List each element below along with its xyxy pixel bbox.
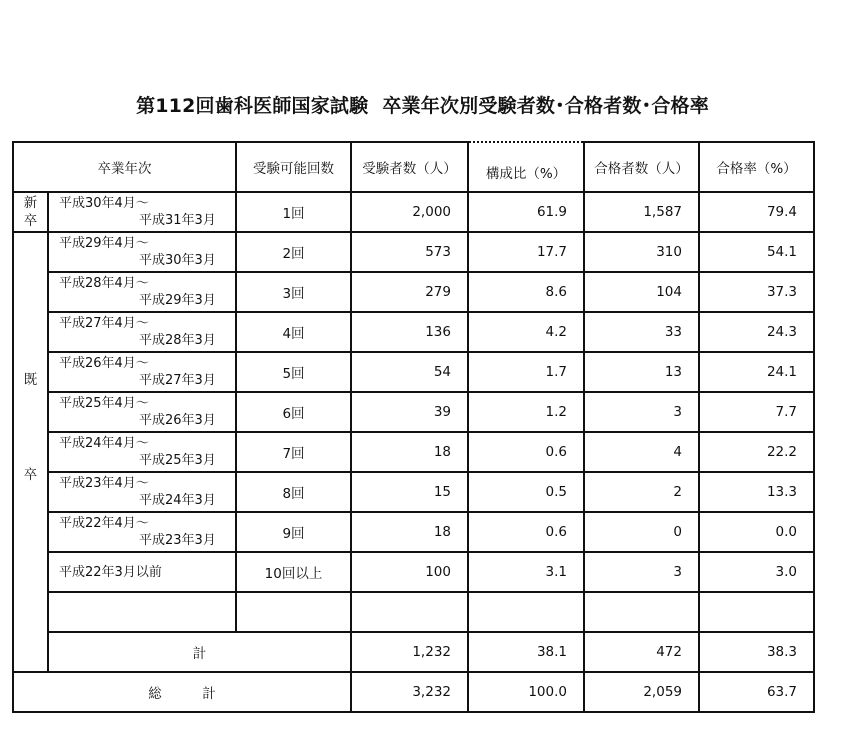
- composition-cell: 3.1: [468, 552, 584, 592]
- examinees-cell: 100: [351, 552, 468, 592]
- examinees-cell: 54: [351, 352, 468, 392]
- attempts-cell: 8回: [236, 472, 351, 512]
- period-cell: 平成28年4月～ 平成29年3月: [48, 272, 236, 312]
- composition-cell: [468, 592, 584, 632]
- passers-cell: 3: [584, 392, 699, 432]
- header-row: [13, 142, 814, 192]
- examinees-cell: 279: [351, 272, 468, 312]
- examinees-cell: 18: [351, 512, 468, 552]
- period-cell: 平成23年4月～ 平成24年3月: [48, 472, 236, 512]
- period-cell: 平成22年3月以前: [48, 552, 236, 592]
- attempts-cell: 4回: [236, 312, 351, 352]
- total-label: 総 計: [13, 672, 351, 712]
- subtotal-composition: 38.1: [468, 632, 584, 672]
- group-previous-grad: 既 卒: [13, 232, 48, 672]
- total-composition: 100.0: [468, 672, 584, 712]
- subtotal-pass-rate: 38.3: [699, 632, 814, 672]
- attempts-cell: 6回: [236, 392, 351, 432]
- table-row: [13, 472, 814, 512]
- header-passers: 合格者数（人）: [584, 142, 699, 192]
- period-cell: 平成26年4月～ 平成27年3月: [48, 352, 236, 392]
- composition-cell: 4.2: [468, 312, 584, 352]
- total-row: [13, 672, 814, 712]
- pass-rate-cell: 3.0: [699, 552, 814, 592]
- pass-rate-cell: 7.7: [699, 392, 814, 432]
- composition-cell: 1.2: [468, 392, 584, 432]
- group-new-grad: 新 卒: [13, 192, 48, 232]
- results-table: [12, 141, 815, 713]
- examinees-cell: 18: [351, 432, 468, 472]
- examinees-cell: 2,000: [351, 192, 468, 232]
- total-examinees: 3,232: [351, 672, 468, 712]
- table-row: [13, 552, 814, 592]
- attempts-cell: 9回: [236, 512, 351, 552]
- passers-cell: 104: [584, 272, 699, 312]
- pass-rate-cell: 54.1: [699, 232, 814, 272]
- title-exam: 第112回歯科医師国家試験: [136, 95, 369, 117]
- table-row: [13, 272, 814, 312]
- examinees-cell: 15: [351, 472, 468, 512]
- period-cell: 平成25年4月～ 平成26年3月: [48, 392, 236, 432]
- attempts-cell: 2回: [236, 232, 351, 272]
- composition-cell: 0.6: [468, 512, 584, 552]
- period-cell: [48, 592, 236, 632]
- period-cell: 平成27年4月～ 平成28年3月: [48, 312, 236, 352]
- title-subject: 卒業年次別受験者数･合格者数･合格率: [382, 95, 709, 117]
- subtotal-row: [13, 632, 814, 672]
- page-title: [0, 91, 845, 118]
- pass-rate-cell: 13.3: [699, 472, 814, 512]
- composition-cell: 17.7: [468, 232, 584, 272]
- attempts-cell: 3回: [236, 272, 351, 312]
- attempts-cell: 5回: [236, 352, 351, 392]
- total-passers: 2,059: [584, 672, 699, 712]
- attempts-cell: [236, 592, 351, 632]
- period-cell: 平成22年4月～ 平成23年3月: [48, 512, 236, 552]
- composition-cell: 61.9: [468, 192, 584, 232]
- passers-cell: 13: [584, 352, 699, 392]
- table-row: [13, 392, 814, 432]
- table-row: [13, 432, 814, 472]
- pass-rate-cell: 24.3: [699, 312, 814, 352]
- period-cell: 平成24年4月～ 平成25年3月: [48, 432, 236, 472]
- header-attempts: 受験可能回数: [236, 142, 351, 192]
- passers-cell: 3: [584, 552, 699, 592]
- table-row: [13, 312, 814, 352]
- composition-cell: 8.6: [468, 272, 584, 312]
- table-row: [13, 512, 814, 552]
- attempts-cell: 10回以上: [236, 552, 351, 592]
- composition-cell: 0.6: [468, 432, 584, 472]
- passers-cell: 2: [584, 472, 699, 512]
- table-row: [13, 352, 814, 392]
- passers-cell: [584, 592, 699, 632]
- composition-cell: 1.7: [468, 352, 584, 392]
- total-pass-rate: 63.7: [699, 672, 814, 712]
- passers-cell: 310: [584, 232, 699, 272]
- passers-cell: 4: [584, 432, 699, 472]
- pass-rate-cell: 0.0: [699, 512, 814, 552]
- examinees-cell: 39: [351, 392, 468, 432]
- period-cell: 平成29年4月～ 平成30年3月: [48, 232, 236, 272]
- table-row: [13, 192, 814, 232]
- header-pass-rate: 合格率（%）: [699, 142, 814, 192]
- header-composition: 構成比（%）: [468, 142, 584, 192]
- examinees-cell: [351, 592, 468, 632]
- pass-rate-cell: [699, 592, 814, 632]
- passers-cell: 1,587: [584, 192, 699, 232]
- pass-rate-cell: 37.3: [699, 272, 814, 312]
- examinees-cell: 136: [351, 312, 468, 352]
- header-graduation-year: 卒業年次: [13, 142, 236, 192]
- header-examinees: 受験者数（人）: [351, 142, 468, 192]
- passers-cell: 0: [584, 512, 699, 552]
- subtotal-examinees: 1,232: [351, 632, 468, 672]
- examinees-cell: 573: [351, 232, 468, 272]
- attempts-cell: 1回: [236, 192, 351, 232]
- period-cell: 平成30年4月～ 平成31年3月: [48, 192, 236, 232]
- table-row: [13, 592, 814, 632]
- attempts-cell: 7回: [236, 432, 351, 472]
- table-row: [13, 232, 814, 272]
- subtotal-passers: 472: [584, 632, 699, 672]
- pass-rate-cell: 22.2: [699, 432, 814, 472]
- subtotal-label: 計: [48, 632, 351, 672]
- composition-cell: 0.5: [468, 472, 584, 512]
- passers-cell: 33: [584, 312, 699, 352]
- pass-rate-cell: 24.1: [699, 352, 814, 392]
- pass-rate-cell: 79.4: [699, 192, 814, 232]
